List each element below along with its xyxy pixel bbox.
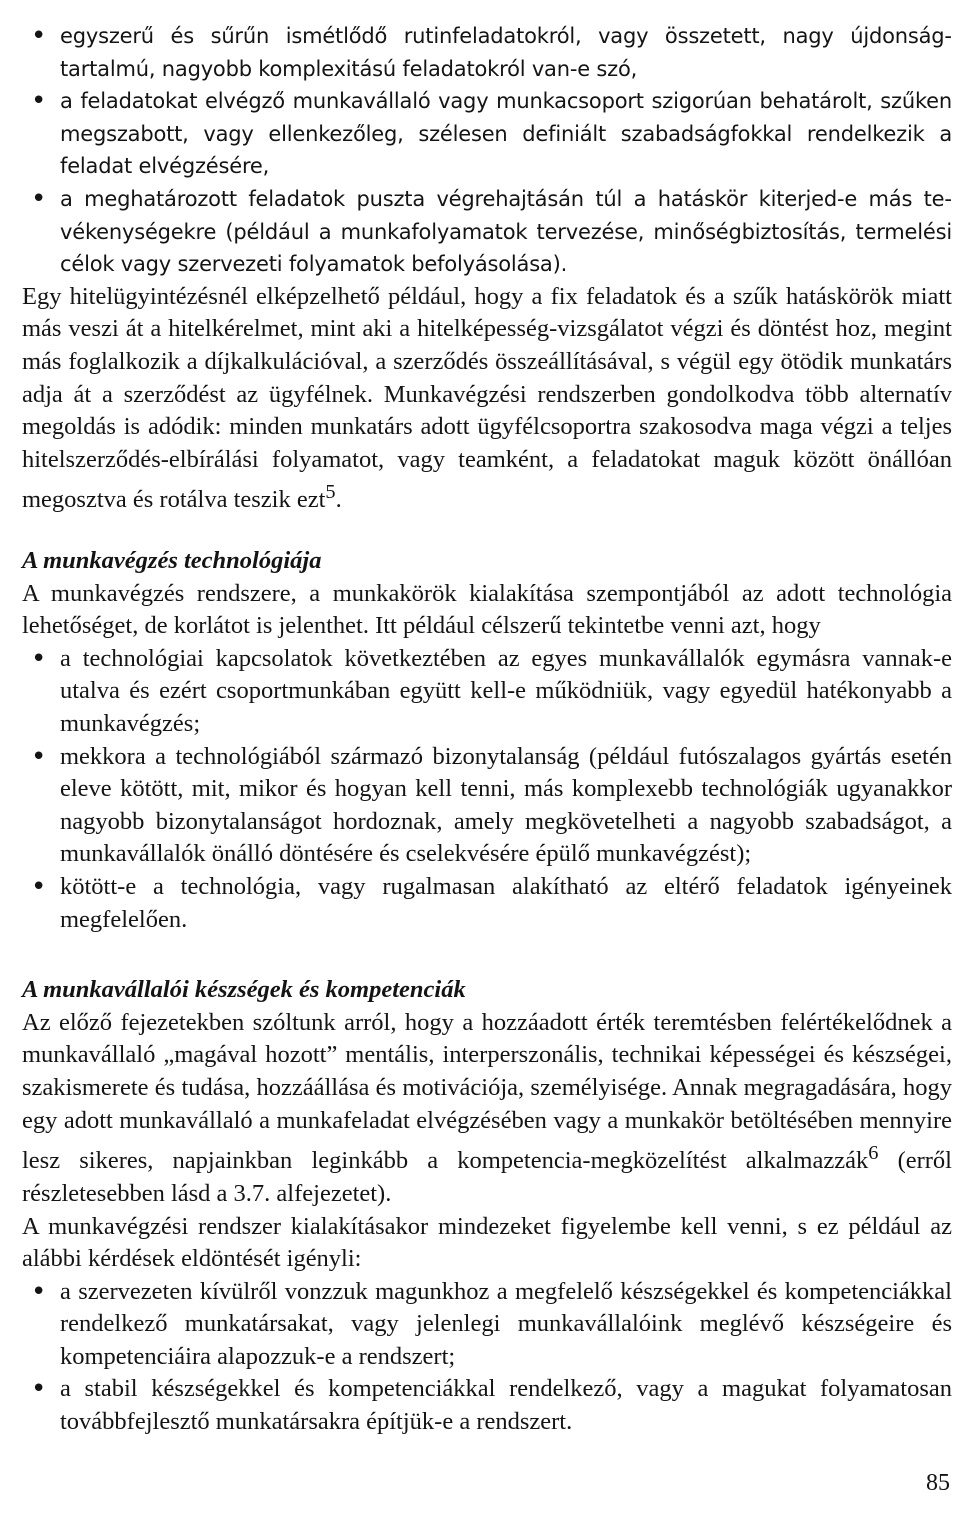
list-item: • a stabil készségekkel és kompetenciákkal rendelkező, vagy a magukat folyamatosan továbbfejlesztő munkatársakra építjük-e a rendszert. (22, 1373, 952, 1438)
book-page (22, 20, 952, 1510)
page-number: 85 (926, 1470, 950, 1496)
paragraph-competencies (22, 1007, 952, 1211)
footnote-ref: 6 (868, 1142, 879, 1165)
list-item: • a feladatokat elvégző munkavállaló vagy munkacsoport szigorúan behatárolt, szűken megszabott, vagy ellenkezőleg, szélesen definiált szabadságfokkal rendelkezik a feladat elvégzésére, (22, 85, 952, 183)
paragraph-end: . (335, 486, 342, 514)
footnote-ref: 5 (325, 481, 336, 504)
list-item: • a szervezeten kívülről vonzzuk magunkhoz a megfelelő készségekkel és kompetenciákkal rendelkező munkatársakat, vagy jelenlegi munkavállalóink meglévő készségeire és kompetenciáira alapozzuk-e a rendszert; (22, 1276, 952, 1374)
paragraph-text: Egy hitelügyintézésnél elképzelhető például, hogy a fix feladatok és a szűk hatáskörök miatt más veszi át a hitelkérelmet, mint aki a hitelképesség-vizsgálatot végzi és döntést hoz, megint más foglalkozik a díjkalkulációval, a szerződés összeállításával, s végül egy ötödik munkatárs adja át a szerződést az ügyfélnek. Munkavégzési rendszerben gondolkodva több alternatív megoldás is adódik: minden munkatárs adott ügyfélcsoportra szakosodva maga végzi a teljes hitelszerződés-elbírálási folyamatot, vagy teamként, a feladatokat maguk között önállóan megosztva és rotálva teszik ezt (22, 282, 952, 514)
competencies-bullet-list (22, 1276, 952, 1439)
list-item: • kötött-e a technológia, vagy rugalmasan alakítható az eltérő feladatok igényeinek megfelelően. (22, 871, 952, 936)
list-item: • a meghatározott feladatok puszta végrehajtásán túl a hatáskör kiterjed-e más tevékenységekre (például a munkafolyamatok tervezése, minőségbiztosítás, termelési célok vagy szervezeti folyamatok befolyásolása). (22, 183, 952, 281)
list-item: • mekkora a technológiából származó bizonytalanság (például futószalagos gyártás esetén eleve kötött, mit, mikor és hogyan kell tenni, más komplexebb technológiák ugyanakkor nagyobb bizonytalanságot hordoznak, amely megkövetelheti a nagyobb szabadságot, a munkavállalók önálló döntésére és cselekvésére épülő munkavégzést); (22, 741, 952, 871)
section-heading-competencies: A munkavállalói készségek és kompetenciák (22, 976, 466, 1004)
list-item: • a technológiai kapcsolatok következtében az egyes munkavállalók egymásra vannak-e utalva és ezért csoportmunkában együtt kell-e működniük, vagy egyedül hatékonyabb a munkavégzés; (22, 643, 952, 741)
paragraph-technology-intro: A munkavégzés rendszere, a munkakörök kialakítása szempontjából az adott technológia lehetőséget, de korlátot is jelenthet. Itt például célszerű tekintetbe venni azt, hogy (22, 579, 952, 640)
technology-bullet-list (22, 643, 952, 936)
paragraph-credit-example (22, 281, 952, 517)
top-bullet-list (22, 20, 952, 281)
list-item: • egyszerű és sűrűn ismétlődő rutinfeladatokról, vagy összetett, nagy újdonságtartalmú, nagyobb komplexitású feladatokról van-e szó, (22, 20, 952, 85)
paragraph-text: Az előző fejezetekben szóltunk arról, hogy a hozzáadott érték teremtésben felértékelődnek a munkavállaló „magával hozott” mentális, interperszonális, technikai képességei és készségei, szakismerete és tudása, hozzáállása és motivációja, személyisége. Annak megragadására, hogy egy adott munkavállaló a munkafeladat elvégzésében vagy a munkakör betöltésében mennyire lesz sikeres, napjainkban leginkább a kompetencia-megközelítést alkalmazzák (22, 1008, 952, 1175)
section-heading-technology: A munkavégzés technológiája (22, 547, 322, 575)
paragraph-decisions: A munkavégzési rendszer kialakításakor mindezeket figyelembe kell venni, s ez például az alábbi kérdések eldöntését igényli: (22, 1212, 952, 1273)
paragraph-end: (erről részletesebben lásd a 3.7. alfejezetet). (22, 1147, 952, 1207)
